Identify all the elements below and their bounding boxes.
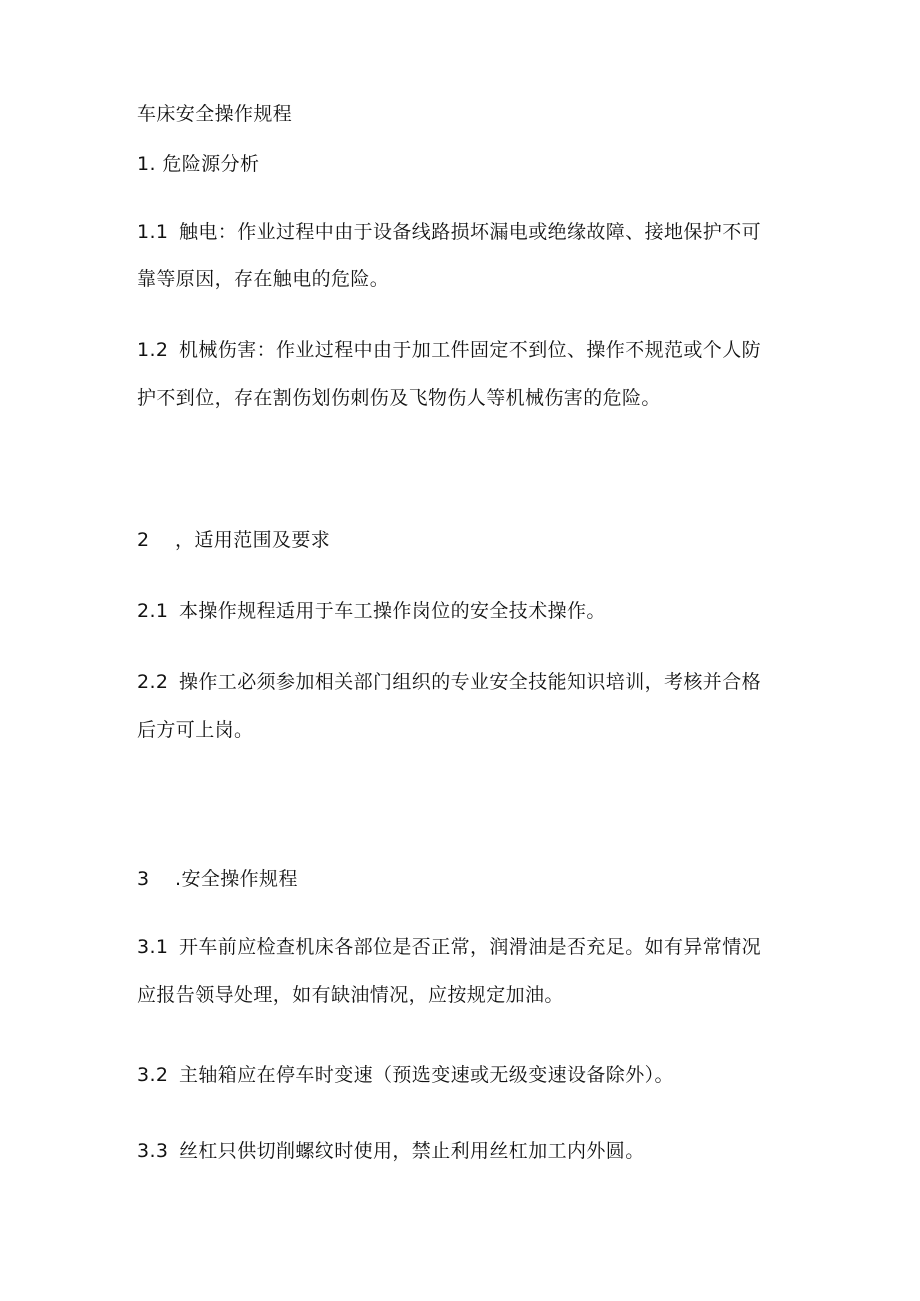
item-1-1-text: 触电：作业过程中由于设备线路损坏漏电或绝缘故障、接地保护不可 bbox=[179, 221, 762, 243]
section-2-heading bbox=[137, 528, 797, 552]
section-1-heading: 1. 危险源分析 bbox=[137, 153, 260, 175]
item-3-2-number: 3.2 bbox=[137, 1064, 169, 1086]
item-1-1-number: 1.1 bbox=[137, 221, 169, 243]
item-2-2-number: 2.2 bbox=[137, 671, 169, 693]
section-2-number: 2 bbox=[137, 529, 150, 551]
item-3-1-line-1 bbox=[137, 935, 797, 959]
section-3-heading bbox=[137, 867, 797, 891]
item-3-1-number: 3.1 bbox=[137, 936, 169, 958]
item-3-2-text: 主轴箱应在停车时变速（预选变速或无级变速设备除外）。 bbox=[179, 1064, 674, 1086]
item-3-1-line-2: 应报告领导处理，如有缺油情况，应按规定加油。 bbox=[137, 984, 564, 1006]
item-3-2-line-1 bbox=[137, 1063, 797, 1087]
item-2-2-text: 操作工必须参加相关部门组织的专业安全技能知识培训，考核并合格 bbox=[179, 671, 762, 693]
item-1-1-line-1 bbox=[137, 220, 797, 244]
item-1-2-text: 机械伤害：作业过程中由于加工件固定不到位、操作不规范或个人防 bbox=[179, 339, 762, 361]
item-3-3-number: 3.3 bbox=[137, 1140, 169, 1162]
section-2-heading-text: ，适用范围及要求 bbox=[175, 529, 331, 551]
item-1-2-number: 1.2 bbox=[137, 339, 169, 361]
item-2-2-line-2: 后方可上岗。 bbox=[137, 719, 254, 741]
item-3-3-text: 丝杠只供切削螺纹时使用，禁止利用丝杠加工内外圆。 bbox=[179, 1140, 645, 1162]
item-3-3-line-1 bbox=[137, 1139, 797, 1163]
section-3-heading-text: .安全操作规程 bbox=[175, 868, 298, 890]
item-1-1-line-2: 靠等原因，存在触电的危险。 bbox=[137, 268, 390, 290]
document-title: 车床安全操作规程 bbox=[137, 103, 293, 125]
item-2-1-line-1 bbox=[137, 599, 797, 623]
item-3-1-text: 开车前应检查机床各部位是否正常，润滑油是否充足。如有异常情况 bbox=[179, 936, 762, 958]
item-2-1-number: 2.1 bbox=[137, 600, 169, 622]
item-2-2-line-1 bbox=[137, 670, 797, 694]
item-1-2-line-1 bbox=[137, 338, 797, 362]
item-1-2-line-2: 护不到位，存在割伤划伤刺伤及飞物伤人等机械伤害的危险。 bbox=[137, 387, 661, 409]
section-3-number: 3 bbox=[137, 868, 150, 890]
item-2-1-text: 本操作规程适用于车工操作岗位的安全技术操作。 bbox=[179, 600, 606, 622]
